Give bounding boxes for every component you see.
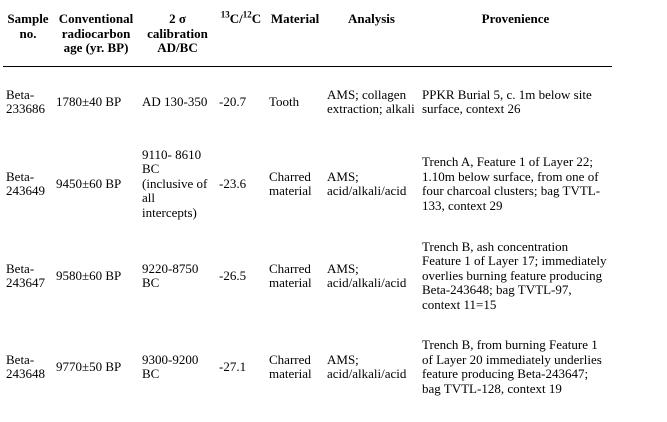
cell-provenience: PPKR Burial 5, c. 1m below site surface, context 26 <box>419 66 612 138</box>
cell-calibration: AD 130-350 <box>139 66 216 138</box>
cell-material: Charred material <box>269 351 312 381</box>
c13-text-c: C/ <box>229 11 243 26</box>
table-row <box>3 322 612 412</box>
cell-provenience: Trench B, from burning Feature 1 of Layer 20 immediately underlies feature producing Beta-243647; bag TVTL-128, context 19 <box>422 337 602 396</box>
cell-material: Charred material <box>269 168 312 198</box>
cell-analysis: AMS; collagen extraction; alkali <box>324 66 419 138</box>
cell-provenience: Trench B, ash concentration Feature 1 of Layer 17; immediately overlies burning feature producing Beta-243648; bag TVTL-97, context 11=15 <box>422 238 607 312</box>
header-material: Material <box>270 11 320 26</box>
cell-age: 1780±40 BP <box>53 66 139 138</box>
header-provenience: Provenience <box>481 11 550 26</box>
cell-calibration: 9110- 8610 BC (inclusive of all intercepts) <box>142 146 208 220</box>
cell-age: 9580±60 BP <box>56 267 122 283</box>
cell-material: Tooth <box>266 66 324 138</box>
cell-analysis: AMS; acid/alkali/acid <box>327 168 407 198</box>
header-row <box>3 8 612 66</box>
cell-material: Charred material <box>269 260 312 290</box>
table-row <box>3 66 612 138</box>
header-analysis: Analysis <box>348 11 395 26</box>
cell-provenience: Trench A, Feature 1 of Layer 22; 1.10m below surface, from one of four charcoal clusters; bag TVTL-133, context 29 <box>422 154 601 213</box>
table-row <box>3 230 612 322</box>
cell-c13: -26.5 <box>219 267 247 283</box>
cell-analysis: AMS; acid/alkali/acid <box>327 351 407 381</box>
header-conventional-age: Conventional radiocarbon age (yr. BP) <box>58 11 134 55</box>
table-row <box>3 138 612 230</box>
cell-age: 9770±50 BP <box>56 358 122 374</box>
c13-text-c-end: C <box>251 11 262 26</box>
header-sample: Sample no. <box>7 11 49 41</box>
cell-sample: Beta-243648 <box>6 351 45 381</box>
header-calibration: 2 σ calibration AD/BC <box>147 11 208 55</box>
cell-age: 9450±60 BP <box>56 175 122 191</box>
cell-c13: -23.6 <box>219 175 247 191</box>
cell-calibration: 9220-8750 BC <box>142 260 199 290</box>
c13-superscript-13: 13 <box>220 9 230 20</box>
header-c13-ratio <box>216 8 266 66</box>
cell-analysis: AMS; acid/alkali/acid <box>327 260 407 290</box>
cell-sample: Beta-243649 <box>6 168 45 198</box>
c13-superscript-12: 12 <box>242 9 252 20</box>
cell-c13: -27.1 <box>219 358 247 374</box>
cell-calibration: 9300-9200 BC <box>142 351 199 381</box>
radiocarbon-dates-table <box>3 8 612 412</box>
cell-sample: Beta-243647 <box>6 260 45 290</box>
cell-sample: Beta-233686 <box>3 66 53 138</box>
cell-c13: -20.7 <box>216 66 266 138</box>
